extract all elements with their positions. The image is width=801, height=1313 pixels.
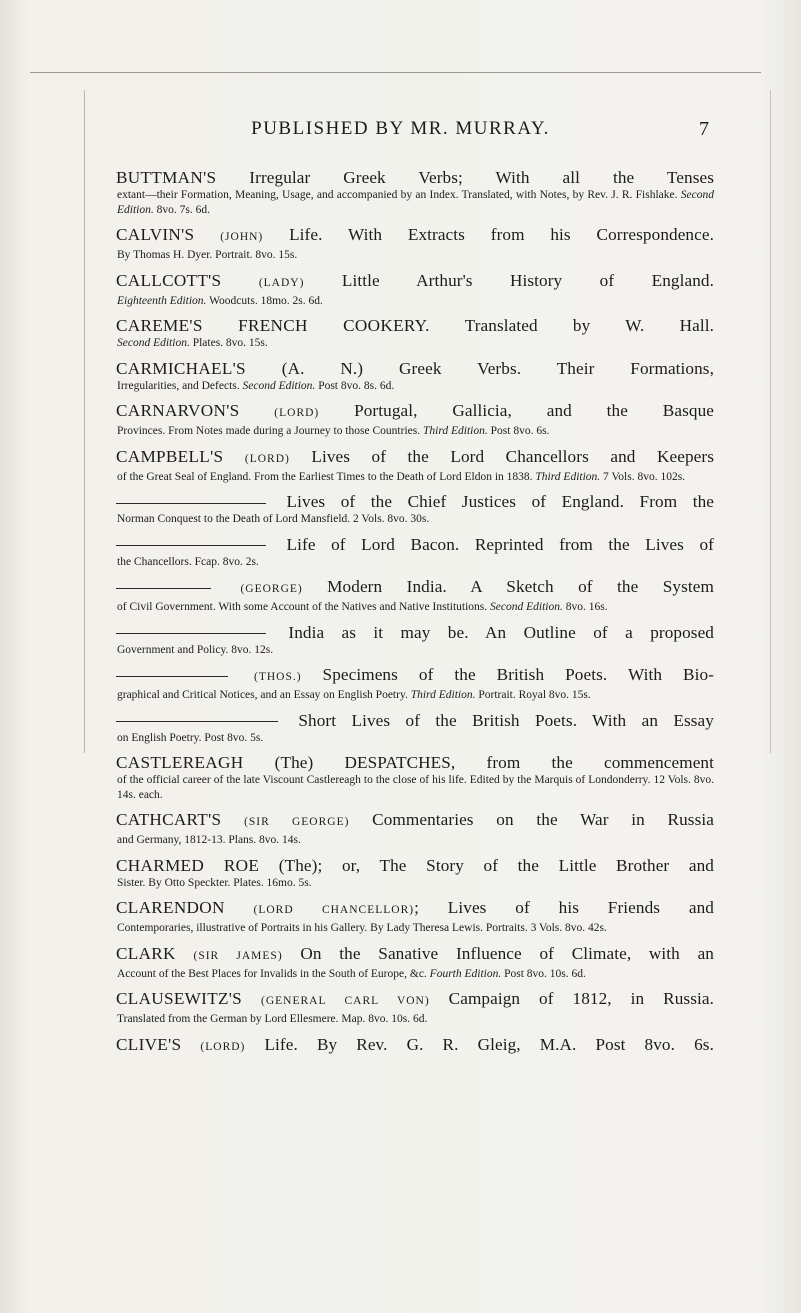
entry-body [117,688,714,703]
catalogue-entry [116,622,714,658]
catalogue-entry [116,446,714,485]
entry-title [116,224,714,248]
entry-description: Government and Policy. 8vo. 12s. [117,643,274,656]
running-head: PUBLISHED BY MR. MURRAY. [251,118,550,139]
entry-title-text: Commentaries on the War in Russia [372,810,714,829]
entry-edition: Second Edition. [242,379,316,392]
catalogue-entry [116,358,714,394]
entry-title [116,491,714,512]
entry-description: Contemporaries, illustrative of Portraits in his Gallery. By Lady Theresa Lewis. Portraits. 3 Vols. 8vo. 42s. [117,922,607,934]
entry-name: CAMPBELL'S [116,446,224,466]
entry-title-text: DESPATCHES, from the commencement [344,753,714,772]
entry-qualifier: (LORD) [200,1040,246,1053]
entry-description: of the Great Seal of England. From the Earliest Times to the Death of Lord Eldon in 1838. [117,470,533,483]
entry-name: CAREME'S FRENCH COOKERY. [116,316,430,335]
entry-description: Provinces. From Notes made during a Journey to those Countries. [117,425,421,437]
ditto-dash [116,721,278,722]
entry-description: Norman Conquest to the Death of Lord Mansfield. 2 Vols. 8vo. 30s. [117,513,430,525]
catalogue-entry [116,224,714,263]
entry-details: 8vo. 16s. [565,601,608,613]
catalogue-entry [116,534,714,570]
entry-title [116,315,714,336]
entry-title-text: Campaign of 1812, in Russia. [448,989,714,1008]
catalogue-entry [116,897,714,936]
entry-description: Translated from the German by Lord Ellesmere. Map. 8vo. 10s. 6d. [117,1013,428,1025]
entry-title-text: India as it may be. An Outline of a proposed [288,622,714,642]
entry-name: CALVIN'S [116,225,195,244]
entry-edition: Third Edition. [535,470,601,483]
entry-body [117,921,714,936]
entry-description: graphical and Critical Notices, and an Essay on English Poetry. [117,689,408,701]
entry-description: of Civil Government. With some Account of the Natives and Native Institutions. [117,601,488,613]
entry-title [116,710,714,731]
entry-title [116,664,714,688]
entry-body [117,424,714,439]
entry-name: CLIVE'S [116,1034,182,1054]
entry-edition: Fourth Edition. [429,967,502,980]
entry-title [116,400,714,424]
entry-qualifier: (The) [278,855,318,875]
entry-qualifier: (LORD) [274,407,320,419]
entry-title-text: Life. With Extracts from his Correspondence. [289,225,714,244]
entry-title-text: ; Lives of his Friends and [414,898,714,917]
ditto-dash [116,633,266,634]
entry-description: extant—their Formation, Meaning, Usage, and accompanied by an Index. Translated, with Notes, by Rev. J. R. Fishlake. [117,189,678,201]
entry-body [117,379,714,394]
entry-title-text: On the Sanative Influence of Climate, with an [300,943,715,963]
ditto-dash [116,588,211,589]
entry-qualifier: (GEORGE) [240,583,303,595]
entry-qualifier: (SIR JAMES) [193,949,283,962]
entry-title [116,1034,714,1058]
entry-body [117,967,714,982]
entry-title [116,897,714,921]
entry-edition: Second Edition. [117,189,714,216]
entry-body [117,773,714,802]
catalogue-entry [116,664,714,703]
entry-body [117,512,714,527]
entry-title [116,752,714,773]
entry-name: CLARENDON [116,898,225,917]
entry-title [116,576,714,600]
entry-edition: Third Edition. [423,425,488,437]
entry-body [117,188,714,217]
catalogue-entry [116,988,714,1027]
entry-details: Woodcuts. 18mo. 2s. 6d. [209,294,323,307]
catalogue-entry [116,1034,714,1058]
entry-description: and Germany, 1812-13. Plans. 8vo. 14s. [117,834,301,846]
entry-details: Post 8vo. 8s. 6d. [318,379,395,392]
entry-body [117,470,714,485]
entry-details: Portrait. Royal 8vo. 15s. [478,689,591,701]
entry-title-text: Lives of the Lord Chancellors and Keepers [311,446,714,466]
entry-details: Post 8vo. 10s. 6d. [504,967,586,980]
catalogue-entry [116,167,714,217]
right-page-edge [770,90,771,753]
entry-name: CLARK [116,943,176,963]
entry-description: Account of the Best Places for Invalids in the South of Europe, &c. [117,967,427,980]
entry-name: CARMICHAEL'S [116,358,246,378]
entry-qualifier: (LORD) [244,452,290,465]
entry-title-text: Lives of the Chief Justices of England. From the [286,492,714,511]
entry-title [116,446,714,470]
entry-edition: Second Edition. [490,601,563,613]
entry-qualifier: (LADY) [258,276,305,289]
entry-title [116,943,714,967]
entry-body [117,833,714,848]
entry-title-text: Irregular Greek Verbs; With all the Tenses [249,168,714,187]
entry-title-text: Little Arthur's History of England. [341,270,714,290]
entry-title-text: Life. By Rev. G. R. Gleig, M.A. Post 8vo. 6s. [264,1034,714,1054]
entry-description: of the official career of the late Viscount Castlereagh to the close of his life. Edited by the Marquis of Londonderry. 12 Vols. 8vo. 14s. each. [117,774,714,801]
entry-edition: Second Edition. [117,337,190,349]
entry-body [117,600,714,615]
entry-description: Irregularities, and Defects. [117,379,240,392]
entry-title [116,270,714,294]
entry-title [116,167,714,188]
catalogue-entry [116,576,714,615]
ditto-dash [116,545,266,546]
entry-name: CALLCOTT'S [116,270,222,290]
entry-title [116,809,714,833]
entry-body [117,731,714,746]
entry-title [116,622,714,643]
entry-name: CLAUSEWITZ'S [116,989,243,1008]
entry-body [117,643,714,658]
entry-description: By Thomas H. Dyer. Portrait. 8vo. 15s. [117,249,298,261]
entry-details: Plates. 8vo. 15s. [192,337,268,349]
entry-title-text: ; or, The Story of the Little Brother and [317,855,714,875]
entry-body [117,1012,714,1027]
entry-name: CATHCART'S [116,810,222,829]
entry-edition: Third Edition. [410,689,476,701]
page-header [0,118,801,142]
catalogue-entry [116,943,714,982]
entry-description: on English Poetry. Post 8vo. 5s. [117,731,264,744]
catalogue-entry [116,400,714,439]
entry-qualifier: (GENERAL CARL VON) [261,995,430,1007]
catalogue-entry [116,270,714,309]
catalogue-entry [116,809,714,848]
entry-title-text: Life of Lord Bacon. Reprinted from the Lives of [286,534,714,554]
entry-qualifier: (SIR GEORGE) [244,816,350,828]
entry-name: CASTLEREAGH [116,753,244,772]
entry-title-text: Specimens of the British Poets. With Bio- [322,665,714,684]
entry-qualifier: (The) [274,753,314,772]
entry-body [117,336,714,351]
entry-qualifier: (THOS.) [253,671,302,683]
entry-body [117,555,714,570]
catalogue-entry [116,855,714,891]
entry-name: CHARMED ROE [116,855,260,875]
entry-qualifier: (A. N.) [281,358,364,378]
entry-title-text: Greek Verbs. Their Formations, [399,358,714,378]
entry-body [117,876,714,891]
catalogue-entry [116,315,714,351]
entry-name: CARNARVON'S [116,401,240,420]
entry-description: Sister. By Otto Speckter. Plates. 16mo. 5s. [117,876,312,889]
catalogue-list [116,167,714,1065]
entry-qualifier: (JOHN) [220,231,264,243]
entry-title [116,988,714,1012]
entry-name: BUTTMAN'S [116,168,217,187]
ditto-dash [116,503,266,504]
page-number: 7 [699,118,709,140]
entry-description: the Chancellors. Fcap. 8vo. 2s. [117,555,259,568]
catalogue-entry [116,710,714,746]
entry-details: 8vo. 7s. 6d. [156,203,210,216]
entry-title [116,855,714,876]
entry-title [116,358,714,379]
entry-edition: Eighteenth Edition. [117,294,207,307]
left-page-edge [84,90,85,753]
entry-qualifier: (LORD CHANCELLOR) [253,904,415,916]
ditto-dash [116,676,228,677]
entry-details: Post 8vo. 6s. [490,425,550,437]
entry-title [116,534,714,555]
entry-details: 7 Vols. 8vo. 102s. [603,470,686,483]
entry-title-text: Short Lives of the British Poets. With an Essay [298,710,714,730]
catalogue-entry [116,752,714,802]
entry-title-text: Modern India. A Sketch of the System [327,577,714,596]
entry-title-text: Translated by W. Hall. [464,316,714,335]
catalogue-entry [116,491,714,527]
entry-body [117,294,714,309]
top-rule [30,72,761,73]
entry-title-text: Portugal, Gallicia, and the Basque [354,401,714,420]
entry-body [117,248,714,263]
